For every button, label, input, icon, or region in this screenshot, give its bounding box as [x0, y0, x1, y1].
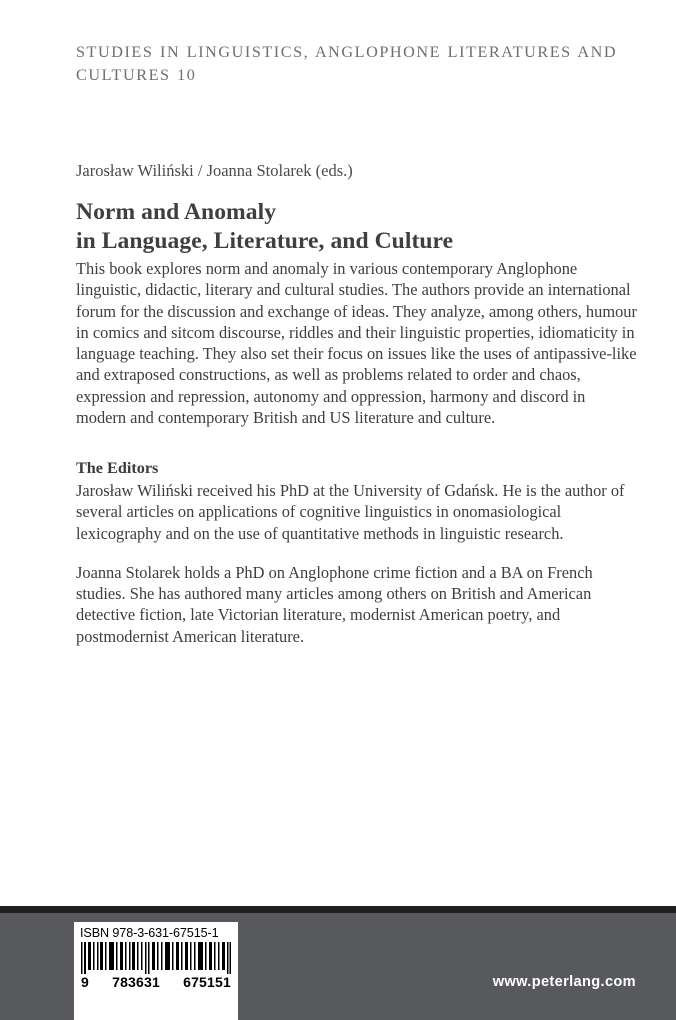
barcode-digits — [81, 974, 231, 990]
page-title — [76, 198, 646, 256]
editor-bio-stolarek: Joanna Stolarek holds a PhD on Anglophone crime fiction and a BA on French studies. She has authored many articles among others on British and American detective fiction, late Victorian literature, modernist American poetry, and postmodernist American literature. — [76, 562, 593, 646]
ean13-barcode-icon — [81, 942, 231, 974]
editors-section — [76, 458, 638, 647]
book-title-line-1: Norm and Anomaly — [76, 199, 277, 225]
editor-bio-wilinski: Jarosław Wiliński received his PhD at the University of Gdańsk. He is the author of several articles on applications of cognitive linguistics in onomasiological lexicography and on the use of quantitative methods in linguistic research. — [76, 481, 625, 543]
barcode-digit-group-1: 783631 — [112, 974, 160, 990]
editors-credit-line: Jarosław Wiliński / Joanna Stolarek (eds.) — [76, 161, 353, 180]
barcode-digit-group-2: 675151 — [183, 974, 231, 990]
publisher-website-link[interactable]: www.peterlang.com — [492, 974, 636, 990]
book-description: This book explores norm and anomaly in various contemporary Anglophone linguistic, didactic, literary and cultural studies. The authors provide an international forum for the discussion and exchange of ideas. They analyze, among others, humour in comics and sitcom discourse, riddles and their linguistic properties, idiomaticity in language teaching. They also set their focus on issues like the uses of antipassive-like and extraposed constructions, as well as problems related to order and chaos, expression and repression, autonomy and oppression, harmony and discord in modern and contemporary British and US literature and culture. — [76, 259, 637, 428]
isbn-label: ISBN 978-3-631-67515-1 — [80, 926, 219, 940]
isbn-barcode-block — [74, 922, 238, 1020]
editors-section-heading: The Editors — [76, 459, 159, 477]
barcode-digit-first: 9 — [81, 974, 89, 990]
footer-divider-rule — [0, 906, 676, 913]
book-title-line-2: in Language, Literature, and Culture — [76, 228, 454, 254]
series-title: STUDIES IN LINGUISTICS, ANGLOPHONE LITERATURES AND CULTURES 10 — [76, 43, 618, 84]
